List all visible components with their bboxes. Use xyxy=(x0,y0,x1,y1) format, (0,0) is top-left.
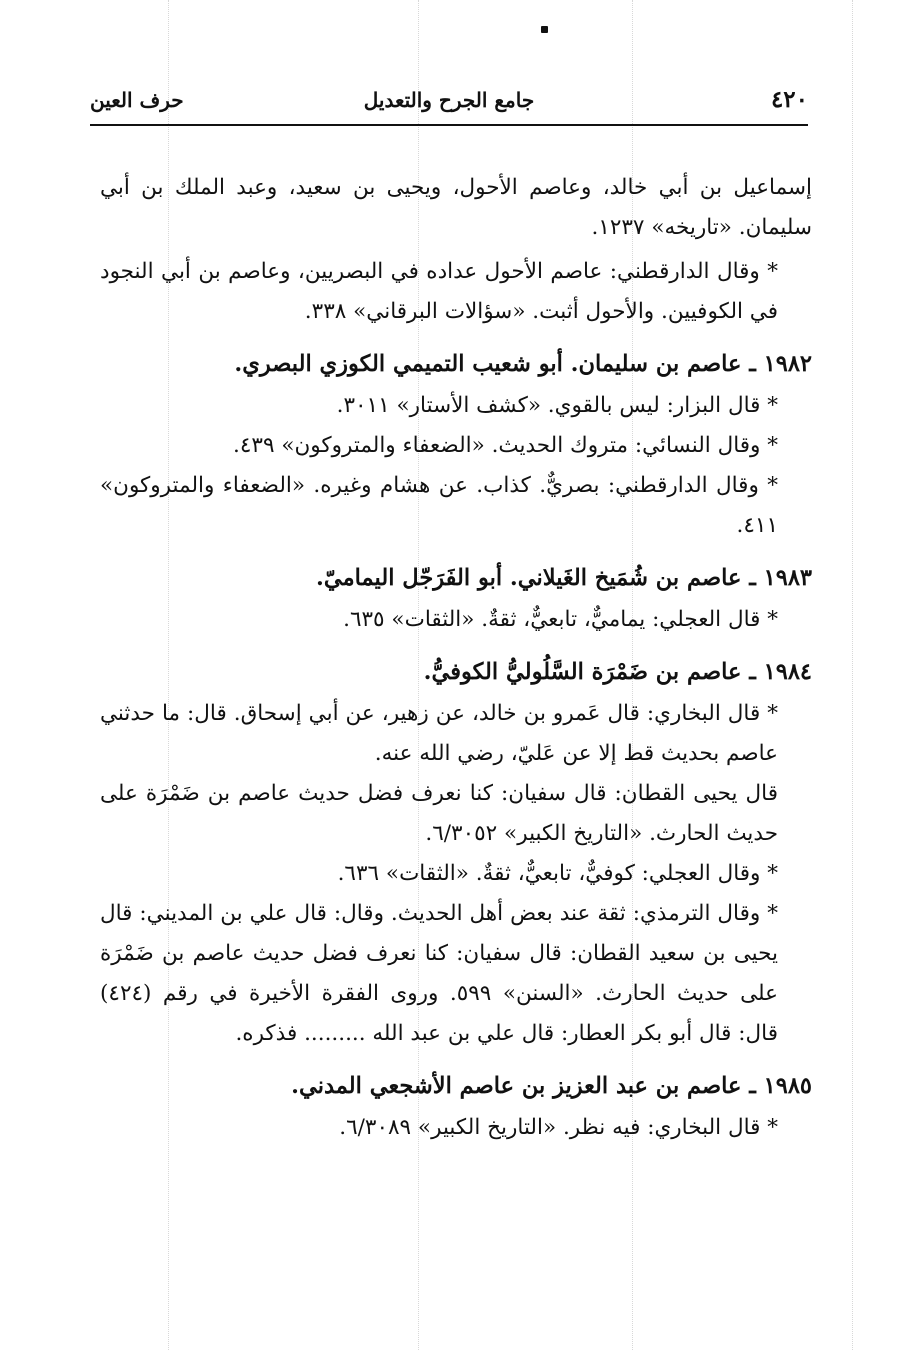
entry-note: * وقال العجلي: كوفيٌّ، تابعيٌّ، ثقةٌ. «الثقات» ٦٣٦. xyxy=(337,861,778,886)
page-header xyxy=(90,84,808,126)
entry-note: قال يحيى القطان: قال سفيان: كنا نعرف فضل حديث عاصم بن ضَمْرَة على حديث الحارث. «التاريخ الكبير» ٦/٣٠٥٢. xyxy=(100,781,778,846)
entry-note: * قال البخاري: فيه نظر. «التاريخ الكبير» ٦/٣٠٨٩. xyxy=(339,1115,778,1140)
entry-heading-1983: ١٩٨٣ ـ عاصم بن شُمَيخ الغَيلاني. أبو الفَرَجّل اليماميّ. xyxy=(316,565,812,591)
entry-note: * وقال الدارقطني: بصريٌّ. كذاب. عن هشام وغيره. «الضعفاء والمتروكون» ٤١١. xyxy=(100,473,778,538)
entry-note: * قال البخاري: قال عَمرو بن خالد، عن زهير، عن أبي إسحاق. قال: ما حدثني عاصم بحديث قط إلا عن عَليّ، رضي الله عنه. xyxy=(100,701,778,766)
paragraph: * وقال الدارقطني: عاصم الأحول عداده في البصريين، وعاصم بن أبي النجود في الكوفيين. والأحول أثبت. «سؤالات البرقاني» ٣٣٨. xyxy=(100,259,778,324)
book-title: جامع الجرح والتعديل xyxy=(363,88,535,112)
paragraph: إسماعيل بن أبي خالد، وعاصم الأحول، ويحيى بن سعيد، وعبد الملك بن أبي سليمان. «تاريخه» ١٢٣٧. xyxy=(100,175,812,240)
page-number: ٤٢٠ xyxy=(770,86,808,113)
entry-note: * وقال النسائي: متروك الحديث. «الضعفاء والمتروكون» ٤٣٩. xyxy=(233,433,778,458)
section-title: حرف العين xyxy=(90,88,184,112)
entry-heading-1982: ١٩٨٢ ـ عاصم بن سليمان. أبو شعيب التميمي الكوزي البصري. xyxy=(234,351,812,377)
scan-line xyxy=(852,0,853,1350)
entry-note: * قال العجلي: يماميٌّ، تابعيٌّ، ثقةٌ. «الثقات» ٦٣٥. xyxy=(343,607,778,632)
top-mark xyxy=(541,26,548,33)
entry-note: * قال البزار: ليس بالقوي. «كشف الأستار» ٣٠١١. xyxy=(336,393,778,418)
entry-heading-1985: ١٩٨٥ ـ عاصم بن عبد العزيز بن عاصم الأشجعي المدني. xyxy=(291,1073,812,1099)
page-body xyxy=(100,168,812,1148)
entry-note: * وقال الترمذي: ثقة عند بعض أهل الحديث. وقال: قال علي بن المديني: قال يحيى بن سعيد القطان: قال سفيان: كنا نعرف فضل حديث عاصم بن ضَمْرَة على حديث الحارث. «السنن» ٥٩٩. وروى الفقرة الأخيرة في رقم (٤٢٤) قال: قال أبو بكر العطار: قال علي بن عبد الله ......... فذكره. xyxy=(100,901,778,1046)
entry-heading-1984: ١٩٨٤ ـ عاصم بن ضَمْرَة السَّلُوليُّ الكوفيُّ. xyxy=(423,659,812,685)
